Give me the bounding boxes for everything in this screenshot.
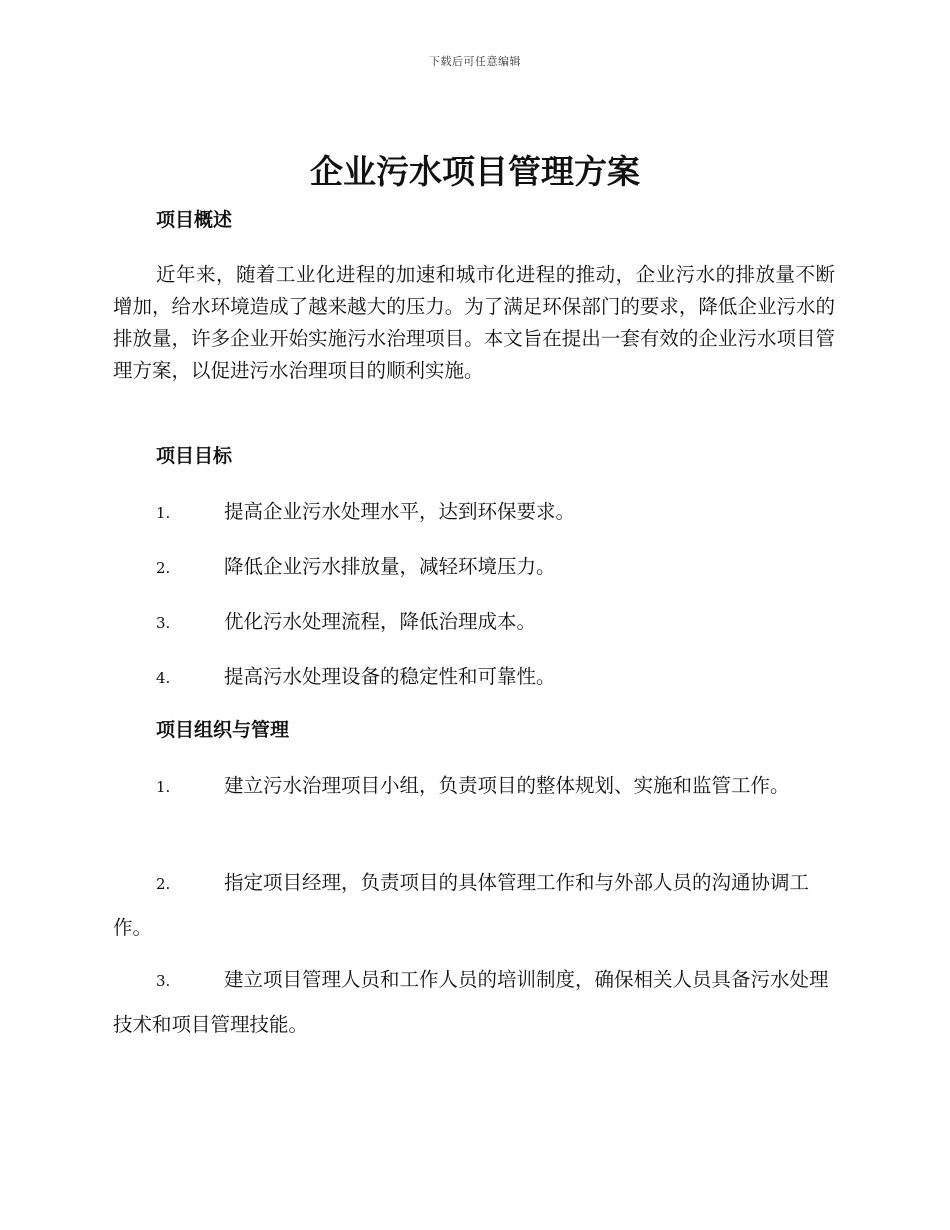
overview-paragraph: 近年来，随着工业化进程的加速和城市化进程的推动，企业污水的排放量不断增加，给水环境造成了越来越大的压力。为了满足环保部门的要求，降低企业污水的排放量，许多企业开始实施污水治理项目。本文旨在提出一套有效的企业污水项目管理方案，以促进污水治理项目的顺利实施。 [113, 263, 835, 382]
list-text: 提高企业污水处理水平，达到环保要求。 [224, 500, 576, 523]
list-number: 4. [156, 669, 171, 687]
list-text: 提高污水处理设备的稳定性和可靠性。 [224, 665, 556, 688]
goal-item [113, 655, 835, 700]
section-heading-overview: 项目概述 [156, 209, 233, 231]
list-number: 3. [156, 972, 171, 990]
organization-item [113, 958, 835, 1046]
goal-item [113, 490, 835, 535]
goal-item [113, 545, 835, 590]
list-text: 降低企业污水排放量，减轻环境压力。 [224, 555, 556, 578]
list-text: 建立污水治理项目小组，负责项目的整体规划、实施和监管工作。 [224, 774, 790, 797]
goal-item [113, 600, 835, 645]
document-title: 企业污水项目管理方案 [310, 152, 640, 191]
section-heading-organization: 项目组织与管理 [156, 719, 290, 741]
organization-item [113, 861, 835, 949]
list-number: 2. [156, 559, 171, 577]
list-number: 1. [156, 504, 171, 522]
organization-item [113, 764, 835, 809]
list-text: 建立项目管理人员和工作人员的培训制度，确保相关人员具备污水处理技术和项目管理技能。 [113, 968, 829, 1036]
list-text: 优化污水处理流程，降低治理成本。 [224, 610, 537, 633]
section-heading-goals: 项目目标 [156, 445, 233, 467]
list-number: 3. [156, 614, 171, 632]
list-number: 1. [156, 778, 171, 796]
list-text: 指定项目经理，负责项目的具体管理工作和与外部人员的沟通协调工作。 [113, 871, 810, 939]
list-number: 2. [156, 875, 171, 893]
page-header-note: 下载后可任意编辑 [429, 55, 521, 68]
